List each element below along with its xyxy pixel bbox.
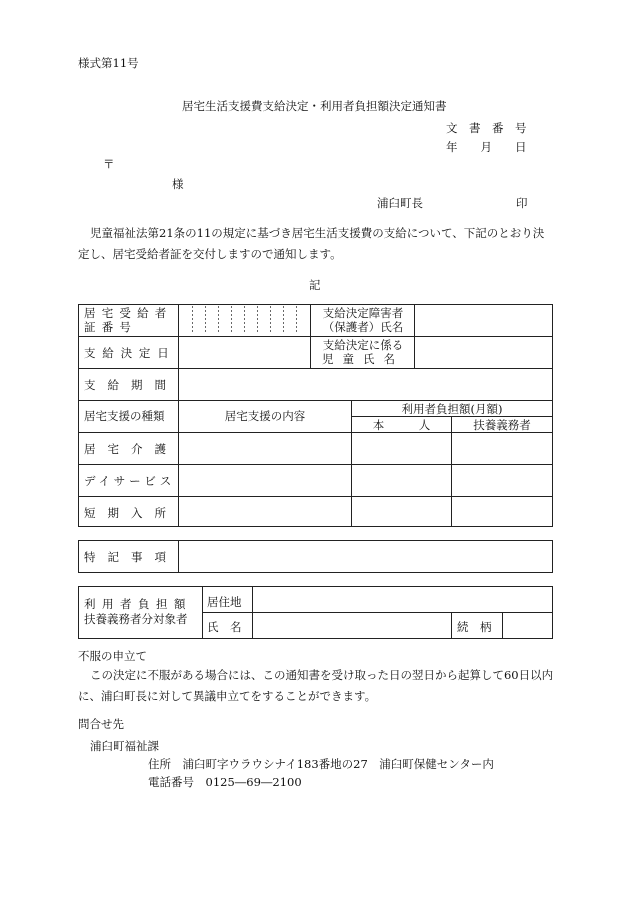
document-number-label: 文 書 番 号 <box>446 121 527 135</box>
contact-address: 住所 浦臼町字ウラウシナイ183番地の27 浦臼町保健センター内 <box>148 757 494 771</box>
decision-date-cell[interactable] <box>179 337 310 368</box>
child-label-line2: 児童氏名 <box>322 352 404 366</box>
date-label: 年 月 日 <box>446 140 527 154</box>
burden-supporter-label <box>84 597 192 627</box>
address-cell[interactable] <box>253 587 551 612</box>
service-row-home-care: 居宅介護 <box>84 442 178 456</box>
relation-label: 続 柄 <box>457 620 492 634</box>
form-number: 様式第11号 <box>78 56 139 70</box>
service-row-short-stay: 短期入所 <box>84 506 178 520</box>
cert-number-label <box>84 306 174 334</box>
ki-heading: 記 <box>309 278 321 292</box>
service-type-header: 居宅支援の種類 <box>84 409 165 423</box>
child-label-line1: 支給決定に係る <box>322 338 404 352</box>
self-header: 本 人 <box>372 418 431 432</box>
child-label <box>314 338 412 366</box>
child-name-cell[interactable] <box>415 337 551 368</box>
recipient-label-line1: 支給決定障害者 <box>322 306 404 320</box>
supporter-header: 扶養義務者 <box>473 418 531 432</box>
intro-paragraph: 児童福祉法第21条の11の規定に基づき居宅生活支援費の支給について、下記のとおり決定し、居宅受給者証を交付しますので通知します。 <box>78 226 545 261</box>
name-label: 氏 名 <box>207 620 242 634</box>
decision-date-label: 支給決定日 <box>84 346 176 360</box>
appeal-paragraph: この決定に不服がある場合には、この通知書を受け取った日の翌日から起算して60日以内に、浦臼町長に対して異議申立てをすることができます。 <box>78 668 554 703</box>
document-title: 居宅生活支援費支給決定・利用者負担額決定通知書 <box>182 99 447 113</box>
contact-department: 浦臼町福祉課 <box>90 739 159 753</box>
recipient-label <box>314 306 412 334</box>
cert-number-label-text: 居宅受給者証番号 <box>84 306 173 334</box>
recipient-label-line2: （保護者）氏名 <box>322 320 404 334</box>
contact-heading: 問合せ先 <box>78 717 124 731</box>
seal-mark: 印 <box>516 196 528 210</box>
service-content-header: 居宅支援の内容 <box>224 409 306 423</box>
special-notes-label: 特記事項 <box>84 550 178 564</box>
address-label: 居住地 <box>207 595 242 609</box>
issuer-name: 浦臼町長 <box>377 196 423 210</box>
special-notes-cell[interactable] <box>179 541 551 572</box>
burden-header: 利用者負担額(月額) <box>401 402 503 416</box>
burden-supporter-label-line2: 扶養義務者分対象者 <box>84 612 188 626</box>
payment-period-cell[interactable] <box>179 369 551 400</box>
payment-period-label: 支給期間 <box>84 378 178 392</box>
appeal-heading: 不服の申立て <box>78 649 147 663</box>
postal-mark: 〒 <box>103 157 115 171</box>
relation-cell[interactable] <box>503 613 551 638</box>
service-row-day-service: デイサービス <box>84 474 175 488</box>
burden-supporter-label-line1: 利用者負担額 <box>84 597 192 611</box>
honorific: 様 <box>172 177 184 191</box>
contact-phone: 電話番号 0125―69―2100 <box>148 775 302 789</box>
recipient-name-cell[interactable] <box>415 305 551 336</box>
name-cell[interactable] <box>253 613 451 638</box>
